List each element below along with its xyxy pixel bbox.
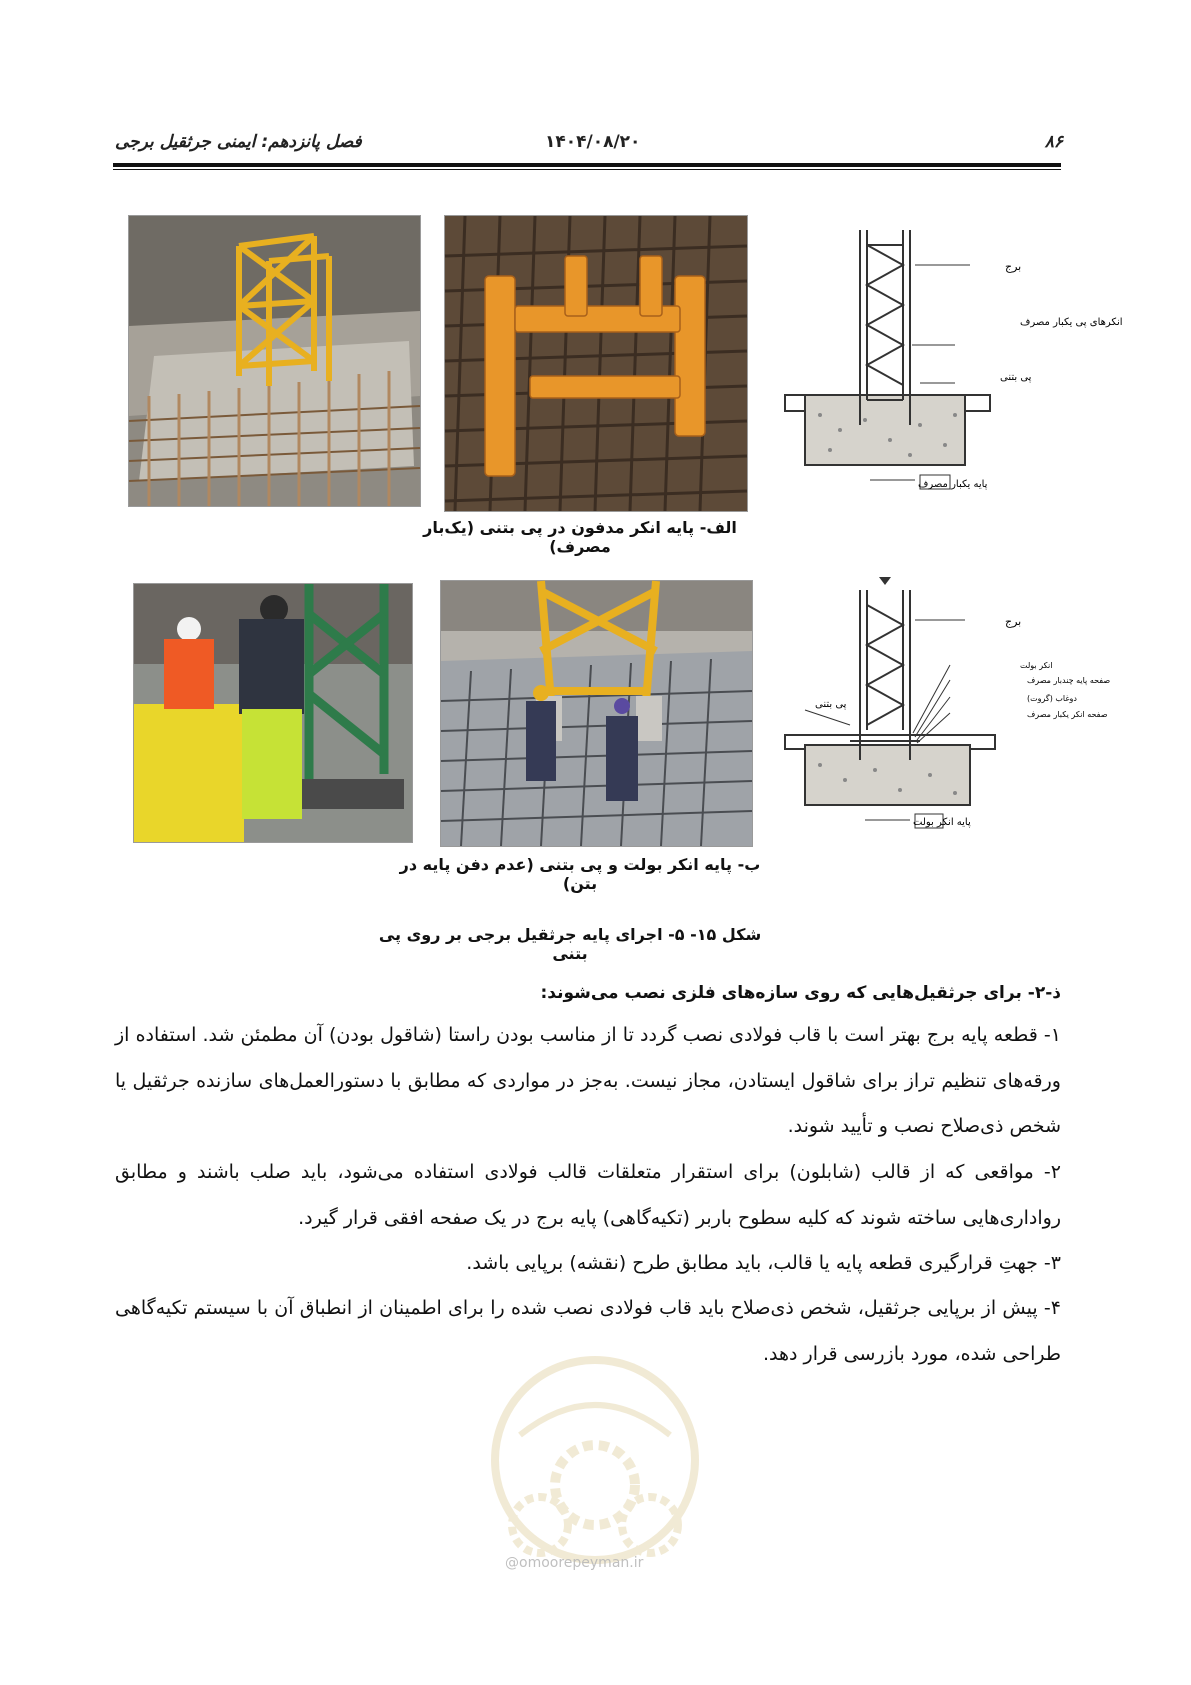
diagram-b-label-grout: دوغاب (گروت)	[1027, 694, 1077, 703]
section-title: ذ-۲- برای جرثقیل‌هایی که روی سازه‌های فلزی نصب می‌شوند:	[540, 983, 1061, 1003]
diagram-a-label-tower: برج	[1005, 260, 1022, 273]
header-date: ۱۴۰۴/۰۸/۲۰	[545, 132, 641, 152]
list-item-1: ۱- قطعه پایه برج بهتر است با قاب فولادی نصب گردد تا از مناسب بودن راستا (شاقول بودن) آن مطمئن شد. استفاده از ورقه‌های تنظیم تراز برای شاقول ایستادن، مجاز نیست. به‌جز در مواردی که مطابق با دستورالعمل‌های سازنده جرثقیل یا شخص ذی‌صلاح نصب و تأیید شوند.	[115, 1024, 1061, 1137]
photo-workers-green-tower	[133, 583, 413, 843]
diagram-b-label-foundation: پی بتنی	[815, 699, 847, 710]
photo-embedded-anchor-tower	[128, 215, 421, 507]
caption-row-b: ب- پایه انکر بولت و پی بتنی (عدم دفن پایه در بتن)	[399, 855, 761, 893]
diagram-embedded-anchor	[770, 225, 1123, 500]
list-item-2: ۲- مواقعی که از قالب (شابلون) برای استقرار متعلقات قالب فولادی استفاده می‌شود، باید صلب باشند و مطابق رواداری‌هایی ساخته شوند که کلیه سطوح باربر (تکیه‌گاهی) پایه برج در یک صفحه افقی قرار گیرد.	[115, 1161, 1061, 1229]
diagram-b-label-anchor-plate: صفحه انکر یکبار مصرف	[1027, 710, 1108, 719]
diagram-b-label-base-plate: صفحه پایه چندبار مصرف	[1027, 676, 1111, 685]
photo-anchor-bolt-pit	[440, 580, 753, 847]
chapter-title: فصل پانزدهم: ایمنی جرثقیل برجی	[115, 132, 362, 152]
diagram-anchor-bolt	[765, 585, 1111, 840]
diagram-a-label-anchors: انکرهای پی یکبار مصرف	[1020, 317, 1123, 328]
list-item-3: ۳- جهتِ قرارگیری قطعه پایه یا قالب، باید مطابق طرح (نقشه) برپایی باشد.	[466, 1252, 1061, 1274]
page-number: ۸۶	[1044, 132, 1063, 152]
list-item-4: ۴- پیش از برپایی جرثقیل، شخص ذی‌صلاح باید قاب فولادی نصب شده را برای اطمینان از انطباق آن با سیستم تکیه‌گاهی طراحی شده، مورد بازرسی قرار دهد.	[115, 1297, 1061, 1365]
diagram-b-label-tower: برج	[1005, 615, 1022, 628]
photo-anchor-in-rebar	[444, 215, 748, 512]
header-rule	[113, 163, 1061, 167]
caption-row-a: الف- پایه انکر مدفون در پی بتنی (یک‌بار مصرف)	[423, 518, 737, 556]
diagram-b-label-base: پایه انکر بولت	[913, 817, 971, 828]
diagram-a-label-foundation: پی بتنی	[1000, 372, 1032, 383]
diagram-a-label-base: پایه یکبار مصرف	[918, 479, 988, 490]
watermark-url: @omoorepeyman.ir	[505, 1555, 644, 1571]
header-rule-thin	[113, 169, 1061, 170]
diagram-b-label-anchor-bolt: انکر بولت	[1020, 661, 1053, 670]
figure-title: شکل ۱۵- ۵- اجرای پایه جرثقیل برجی بر روی پی بتنی	[378, 925, 762, 963]
